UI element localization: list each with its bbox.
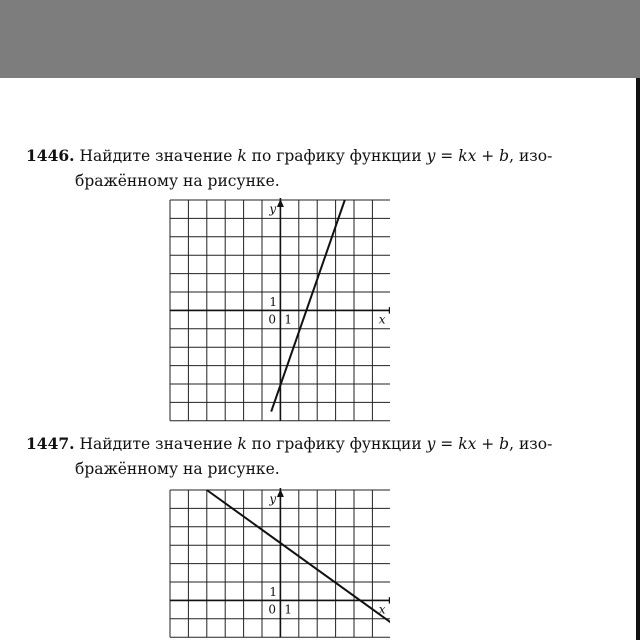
- top-gray-bar: [0, 0, 640, 78]
- var-kx: kx: [458, 435, 477, 453]
- graph-1446: [168, 198, 390, 422]
- problem-text: , изо-: [509, 435, 553, 453]
- tick-label-y-1: 1: [269, 585, 278, 599]
- x-axis-arrow: [389, 307, 390, 314]
- var-k: k: [237, 435, 247, 453]
- function-line: [271, 200, 345, 412]
- graph-1447: [168, 488, 390, 640]
- x-axis-label: x: [378, 312, 386, 327]
- origin-label: 0: [268, 312, 277, 327]
- problem-text: по графику функции: [246, 147, 427, 165]
- problem-1447-statement: [26, 434, 552, 454]
- equals-sign: =: [435, 435, 459, 453]
- tick-label-x-1: 1: [284, 312, 293, 327]
- problem-1447-statement-line2: бражённому на рисунке.: [75, 460, 280, 478]
- plus-sign: +: [476, 435, 500, 453]
- y-axis-label: y: [269, 202, 277, 216]
- problem-number: 1447.: [26, 434, 75, 453]
- problem-1446-statement: [26, 146, 552, 166]
- var-b: b: [499, 147, 510, 165]
- x-axis-label: x: [378, 602, 386, 617]
- tick-label-y-1: 1: [269, 295, 278, 309]
- problem-text: , изо-: [509, 147, 553, 165]
- problem-text: Найдите значение: [79, 147, 238, 165]
- tick-label-x-1: 1: [284, 602, 293, 617]
- problem-1446-statement-line2: бражённому на рисунке.: [75, 172, 280, 190]
- x-axis-arrow: [389, 597, 390, 604]
- right-edge-border: [636, 78, 640, 640]
- var-b: b: [499, 435, 510, 453]
- var-y: y: [426, 435, 436, 453]
- problem-text: по графику функции: [246, 435, 427, 453]
- origin-label: 0: [268, 602, 277, 617]
- var-y: y: [426, 147, 436, 165]
- problem-text: Найдите значение: [79, 435, 238, 453]
- problem-number: 1446.: [26, 146, 75, 165]
- plus-sign: +: [476, 147, 500, 165]
- var-k: k: [237, 147, 247, 165]
- var-kx: kx: [458, 147, 477, 165]
- equals-sign: =: [435, 147, 459, 165]
- y-axis-label: y: [269, 492, 277, 506]
